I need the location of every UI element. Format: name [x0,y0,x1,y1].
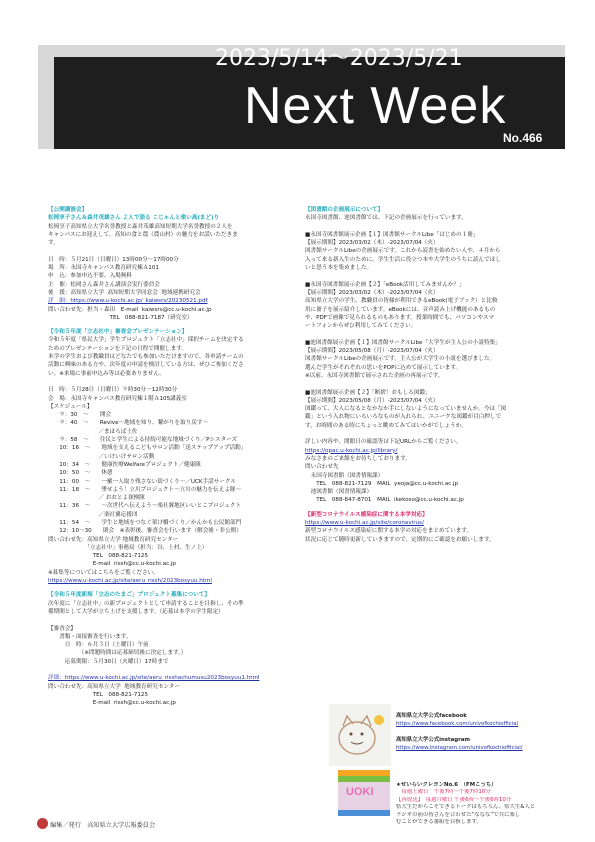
text-line: 松岡享子高知県立大学名誉教授と森井茂雄高知短期大学名誉教授の２人を [48,223,233,230]
spacer [305,223,570,231]
text-line: 図書館サークルLibeの企画展示です。主人公が大学生の小説を選びました。 [305,356,496,363]
text-line: いと思う本を集めました。 [305,265,373,272]
text-line: E-mail rissh@cc.u-kochi.ac.jp [48,561,176,568]
text-line: 池図書館（図書情報課） [305,489,373,496]
text-line: ためのプレゼンテーションを下記の日程で開催します。 [48,345,187,352]
instagram-label: 高知県立大学公式instagram [396,737,471,743]
text-line: キャンパスにお迎えして、高知の食と農（農山村）の魅力をお話いただきま [48,231,238,238]
text-line: 詳しい内容や、開館日の確認等は下記URLからご覧ください。 [305,439,462,446]
text-line: 問い合わせ先：担当・森田 E-mail kaiwsrs@cc.u-kochi.ac.jp [48,306,212,313]
text-line: す。お時間のある時にちょっと眺めてみてはいかがでしょうか。 [305,422,467,429]
radio-schedule: 毎週土曜日 午後7時～午後7時10分 [396,789,491,796]
text-line: 新型コロナウイルス感染症に関する本学の対応をまとめています。 [305,528,473,535]
text-line: 図鑑って、大人になるとなかなか手にしないようになっていませんか。今は「図 [305,406,507,413]
text-line: す。 [48,240,59,247]
spacer [48,666,298,674]
instagram-info [396,736,523,752]
text-line: 場 所：永国寺キャンパス教育研究棟Ａ101 [48,265,159,272]
text-line: 【展示期間】2023/03/02（木）-2023/07/04（火） [305,289,439,296]
text-line: 応募期限：５月30日（火曜日）17時まで [48,658,169,665]
library-exhibit-section [305,206,570,505]
text-line: 本学の学生および教職員はどなたでも参加いただけますので、各申請チームの [48,354,244,361]
text-line: 書類・面接審査を行います。 [48,633,132,640]
schedule-line: ９：40 ～ Revive～地域を知り、繋がりを取り戻す～ [48,420,209,427]
poster-logo-text: UOKI [346,786,374,798]
schedule-line: ／ おおとよ探検隊 [48,495,145,502]
text-line: 鑑」という入れ物にいろいろなものが入れられ、ユニークな図鑑が目白押しで [305,414,502,421]
text-line: 日 時：５月28日（日曜日）９時30分～12時30分 [48,387,178,394]
text-line: 次年度に「立志社中」の新プロジェクトとして申請することを目指し、その準 [48,600,244,607]
detail-link[interactable]: 詳 細：https://www.u-kochi.ac.jp/_kaiwsrs/20230521.pdf [48,298,208,305]
schedule-line: 10：16 ～ 地域を支えるこどもサロン活動「送ステップアップ活動」 [48,445,247,452]
university-logo-icon [37,818,48,829]
spacer [305,430,570,438]
text-line: 会 場：永国寺キャンパス教育研究棟１階Ａ105講義室 [48,395,187,402]
spacer [305,380,570,388]
schedule-line: ／まほろば土佐 [48,428,138,435]
text-line: 後 援：高知県立大学 高知短期大学同窓会 地域連携研究会 [48,289,201,296]
radio-rebroadcast: 【再放送】 毎週月曜日 午後6時～午後6時10分 [396,796,512,803]
section-heading: 【新型コロナウイルス感染症に関する本学対応】 [305,511,428,518]
text-line: 備期間として大学が立ち上げを支援します。（応募は本学の学生限定） [48,608,224,615]
text-line: 申 込：参加申込不要、入場無料 [48,273,132,280]
section-heading: 【図書館の企画展示について】 [305,207,384,213]
facebook-label: 高知県立大学公式facebook [396,713,467,719]
recruitment-link[interactable]: https://www.u-kochi.ac.jp/site/aeru_rissh/2023bosyuu.html [48,578,212,585]
text-line: 日 時：６月３日（土曜日）午前 [48,642,149,649]
text-line: 【展示期間】2023/05/08（月）-2023/07/04（火） [305,348,439,355]
text-line: みなさまのご来館をお待ちしております。 [305,455,411,462]
text-line: 【スケジュール】 [48,403,93,410]
text-line: 用に冊子を展示紹介しています。eBookには、音声読み上げ機能のあるもの [305,306,496,313]
text-line: 【展示期間】2023/03/02（木）-2023/07/04（火） [305,240,439,247]
text-line: 入って来る新入生のために、学生生活に役立つ本や大学生のうちに読んでほし [305,256,501,263]
covid-section [305,511,570,544]
text-line: ートフォンからぜひ利用してみてください。 [305,323,417,330]
text-line: TEL 088-821-7125 [48,691,149,698]
text-line: TEL 088-821-7187（研究室） [48,314,193,321]
date-range: 2023/5/14～2023/5/21 [215,46,463,71]
facebook-info [396,712,518,728]
text-line: 【展示期間】2023/05/08（月）-2023/07/04（火） [305,397,439,404]
facebook-link[interactable]: https://www.facebook.com/univofkochiofficial [396,721,519,727]
text-line: （※問題時間は応募締切後に決定します。） [48,650,187,657]
schedule-line: ９：58 ～ 住民と学生による持続可能な地域づくり／Pシスターズ [48,437,238,444]
text-line: 【審査会】 [48,625,76,632]
schedule-line: ／楽社翼応援団 [48,511,138,518]
text-line: 図書館サークルLibeの企画展示です。これから読書を始めたい人や、４月から [305,248,501,255]
library-link[interactable]: https://opac.u-kochi.ac.jp/library/ [305,447,398,454]
text-line: ■池図書館展示企画【１】図書館サークルLibe「大学生が主人公の小説特集」 [305,339,501,346]
radio-program-info [396,782,568,826]
text-line: 状況に応じて随時更新していきますので、定期的にご確認をお願いします。 [305,536,495,543]
text-line: 問い合わせ先 [305,464,339,471]
schedule-line: 11：36 ～ ～次世代へ伝えよう～楽社翼地区いいとこプロジェクト [48,503,242,510]
radio-description: むことができる番組を目指します。 [396,818,482,825]
detail-link[interactable]: 詳細：https://www.u-kochi.ac.jp/site/aeru_risshachumusu2023bosyuu1.html [48,675,260,682]
spacer [48,378,298,386]
poster-stripe [338,810,390,816]
schedule-line: ９：30 ～ 開会 [48,412,112,419]
schedule-line: 11：54 ～ 学生と地域をつなぐ架け橋づくり／かんかも公民館部門 [48,519,242,526]
section-heading: 【令和５年度「立志社中」審査会プレゼンテーション】 [48,329,188,336]
schedule-line: 12：10～30 閉会 ※表彰後、審査会を行います（解会後・非公開） [48,528,242,535]
text-line: 選んだ学生がそれぞれの思いをPOPに込めて展示しています。 [305,364,462,371]
footer-editor: 編集／発行 高知県立大学広報委員会 [50,822,156,829]
radio-description: 県大生だからこそできるトークはもちろん、県大生&人と [396,804,536,811]
section-subheading: 松岡享子さん＆森井茂雄さん ２人で語る こじゃんと楽い高(まど)り [48,215,220,222]
right-column [305,206,570,550]
left-column [48,206,298,714]
newsletter-title: Next Week [244,77,507,135]
text-line: TEL 088-821-7129 MAIL yeoja@cc.u-kochi.ac.jp [305,480,459,487]
text-line: 問い合わせ先：高知県立大学 地域教育研究センター [48,536,179,543]
spacer [305,330,570,338]
illustration-image [329,704,391,766]
spacer [48,247,298,255]
text-line: 活動に興味のある方や、次年度の申請を検討している方は、ぜひご参加くださ [48,362,244,369]
text-line: い。※来場に事前申込み等は必要ありません。 [48,370,165,377]
presentation-section [48,328,298,585]
section-heading: 【公開講演会】 [48,207,88,213]
text-line: E-mail rissh@cc.u-kochi.ac.jp [48,700,176,707]
covid-link[interactable]: https://www.u-kochi.ac.jp/site/coronavirus/ [305,519,424,526]
spacer [305,272,570,280]
text-line: 日 時：５月21日（日曜日）13時00分～17時00分 [48,256,179,263]
text-line: 高知県立大学の学生、教職員の皆様が利用できるeBook(電子ブック）と比較 [305,298,498,305]
text-line: 問い合わせ先：高知県立大学 地域教育研究センター [48,683,180,690]
spacer [48,616,298,624]
text-line: TEL 088-847-8701 MAIL ikekoso@cc.u-kochi.ac.jp [305,497,464,504]
egg-project-section [48,591,298,707]
text-line: ※募集等についてはこちらをご覧ください。 [48,569,159,576]
text-line: 永国寺図書館、池図書館では、下記の企画展示を行っています。 [305,215,467,222]
schedule-line: 10：34 ～ 健康医療Welfareプロジェクト／健康隊 [48,461,201,468]
text-line: ※以前、永国寺図書館で展示された企画の再展示です。 [305,372,444,379]
instagram-link[interactable]: https://www.instagram.com/univofkochiofficial/ [396,745,523,751]
radio-title: ★せいらいクレヨンNo.6 （FMこうち） [396,782,497,788]
text-line: ■池図書館展示企画【２】「断捨！おもしろ図鑑」 [305,389,431,396]
schedule-line: 11：00 ～ 一羅一人取り残さない街づくり～／UCK手話サークル [48,478,236,485]
radio-description: ラジオの前の皆さんを合わせた“ななな”で共に楽し [396,811,521,818]
lecture-section [48,206,298,322]
radio-poster-image [338,770,390,816]
text-line: ■永国寺図書館展示企画【２】「eBook活用してみませんか？」 [305,281,465,288]
text-line: TEL 088-821-7125 [48,553,149,560]
text-line: ■永国寺図書館展示企画【１】図書館サークルLibe「はじめの１冊」 [305,231,479,238]
text-line: や、PDFで画像で見られるものもあります。授業時間でも、パソコンやスマ [305,314,495,321]
schedule-line: 10：50 ～ 休憩 [48,470,113,477]
schedule-line: 11：18 ～ 墜せよう！立川プロジェクト～立川の魅力を伝えよ隊～ [48,486,242,493]
text-line: 永国寺図書館（図書情報課） [305,472,384,479]
schedule-line: ／いけいけサロン活動 [48,453,155,460]
text-line: 主 催：松岡さん森井さん講演会実行委員会 [48,281,160,288]
header-side-strip [38,57,54,149]
issue-number: No.466 [503,131,543,145]
section-heading: 【令和５年度新規「立志のたまご」プロジェクト募集について】 [48,592,210,599]
poster-stripe [338,776,390,782]
text-line: 令和５年度「県民大学」学生プロジェクト「立志社中」採択チームを決定する [48,337,244,344]
text-line: 「立志社中」事務局（担当：谷、上村、生ノ上） [48,544,208,551]
